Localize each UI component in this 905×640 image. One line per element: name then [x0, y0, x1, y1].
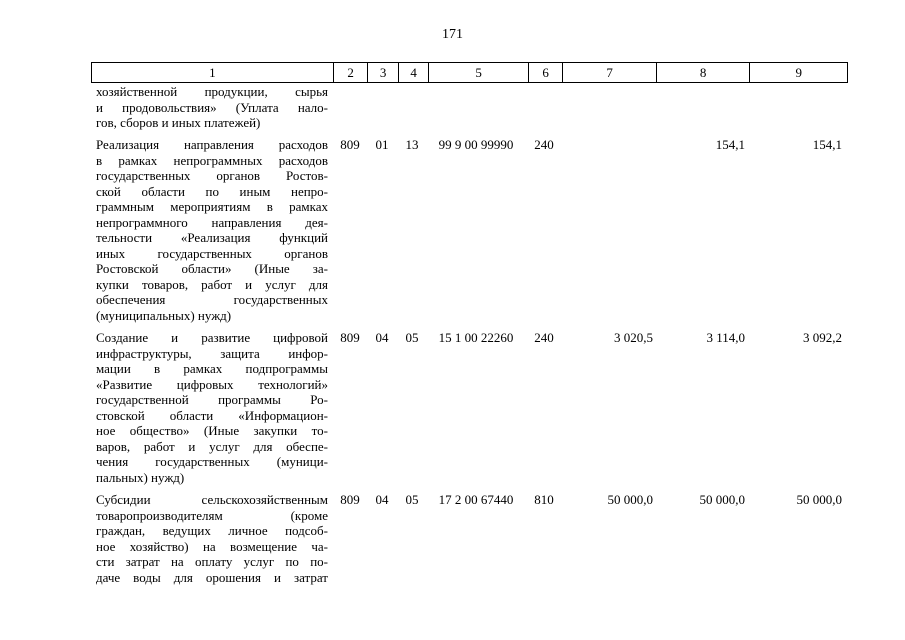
- description-line: тельности «Реализация функций: [96, 230, 328, 245]
- cell-rz: 04: [375, 330, 389, 345]
- cell-csr: 15 1 00 22260: [438, 330, 514, 345]
- description-line: даче воды для орошения и затрат: [96, 569, 328, 585]
- header-cell-1: 1: [92, 63, 334, 83]
- description-line: Создание и развитие цифровой: [96, 330, 328, 345]
- header-cell-8: 8: [656, 63, 749, 83]
- description-line: государственной программы Ро-: [96, 392, 328, 407]
- cell-vr: 240: [534, 330, 554, 345]
- description-line: граждан, ведущих личное подсоб-: [96, 523, 328, 538]
- description-line: хозяйственной продукции, сырья: [96, 84, 328, 99]
- description-line: и продовольствия» (Уплата нало-: [96, 99, 328, 115]
- description-line: в рамках непрограммных расходов: [96, 152, 328, 168]
- header-cell-3: 3: [368, 63, 398, 83]
- description-line: непрограммного направления дея-: [96, 214, 328, 230]
- header-cell-5: 5: [429, 63, 529, 83]
- page-number: 171: [442, 27, 463, 42]
- description-line: обеспечения государственных: [96, 292, 328, 307]
- description-line: Субсидии сельскохозяйственным: [96, 492, 328, 507]
- cell-gr: 809: [340, 330, 360, 345]
- table-header: [91, 62, 848, 83]
- header-cell-4: 4: [398, 63, 428, 83]
- header-cell-9: 9: [750, 63, 848, 83]
- cell-gr: 809: [340, 492, 360, 507]
- description-line: инфраструктуры, защита инфор-: [96, 345, 328, 361]
- header-cell-2: 2: [333, 63, 368, 83]
- row-description: [96, 137, 328, 323]
- description-line: ное хозяйство) на возмещение ча-: [96, 538, 328, 554]
- cell-amount-2: 3 114,0: [706, 330, 745, 345]
- description-line: пальных) нужд): [96, 469, 185, 485]
- row-description: [96, 492, 328, 585]
- header-cell-7: 7: [563, 63, 656, 83]
- description-line: товаропроизводителям (кроме: [96, 507, 328, 523]
- description-line: сти затрат на оплату услуг по по-: [96, 554, 328, 569]
- description-line: чения государственных (муници-: [96, 454, 328, 469]
- row-description: [96, 330, 328, 485]
- cell-gr: 809: [340, 137, 360, 152]
- cell-amount-3: 154,1: [812, 137, 842, 152]
- description-line: мации в рамках подпрограммы: [96, 361, 328, 376]
- cell-rz: 01: [375, 137, 389, 152]
- cell-vr: 810: [534, 492, 554, 507]
- description-line: варов, работ и услуг для обеспе-: [96, 438, 328, 454]
- cell-amount-1: 3 020,5: [614, 330, 653, 345]
- cell-csr: 99 9 00 99990: [438, 137, 514, 152]
- description-line: гов, сборов и иных платежей): [96, 115, 261, 130]
- cell-amount-3: 50 000,0: [796, 492, 842, 507]
- description-line: государственных органов Ростов-: [96, 168, 328, 183]
- description-line: ное общество» (Иные закупки то-: [96, 423, 328, 438]
- description-line: (муниципальных) нужд): [96, 307, 232, 323]
- header-row: [92, 63, 848, 83]
- cell-csr: 17 2 00 67440: [438, 492, 514, 507]
- description-line: купки товаров, работ и услуг для: [96, 276, 328, 292]
- description-line: ской области по иным непро-: [96, 183, 328, 199]
- description-line: иных государственных органов: [96, 245, 328, 261]
- cell-amount-3: 3 092,2: [803, 330, 842, 345]
- cell-amount-1: 50 000,0: [607, 492, 653, 507]
- cell-pr: 13: [405, 137, 419, 152]
- description-line: Реализация направления расходов: [96, 137, 328, 152]
- cell-pr: 05: [405, 492, 419, 507]
- description-line: граммным мероприятиям в рамках: [96, 199, 328, 214]
- cell-amount-2: 154,1: [715, 137, 745, 152]
- description-line: стовской области «Информацион-: [96, 407, 328, 423]
- cell-vr: 240: [534, 137, 554, 152]
- cell-amount-2: 50 000,0: [699, 492, 745, 507]
- description-line: Ростовской области» (Иные за-: [96, 261, 328, 276]
- cell-rz: 04: [375, 492, 389, 507]
- description-line: «Развитие цифровых технологий»: [96, 376, 328, 392]
- row-description: [96, 84, 328, 131]
- header-cell-6: 6: [528, 63, 563, 83]
- cell-pr: 05: [405, 330, 419, 345]
